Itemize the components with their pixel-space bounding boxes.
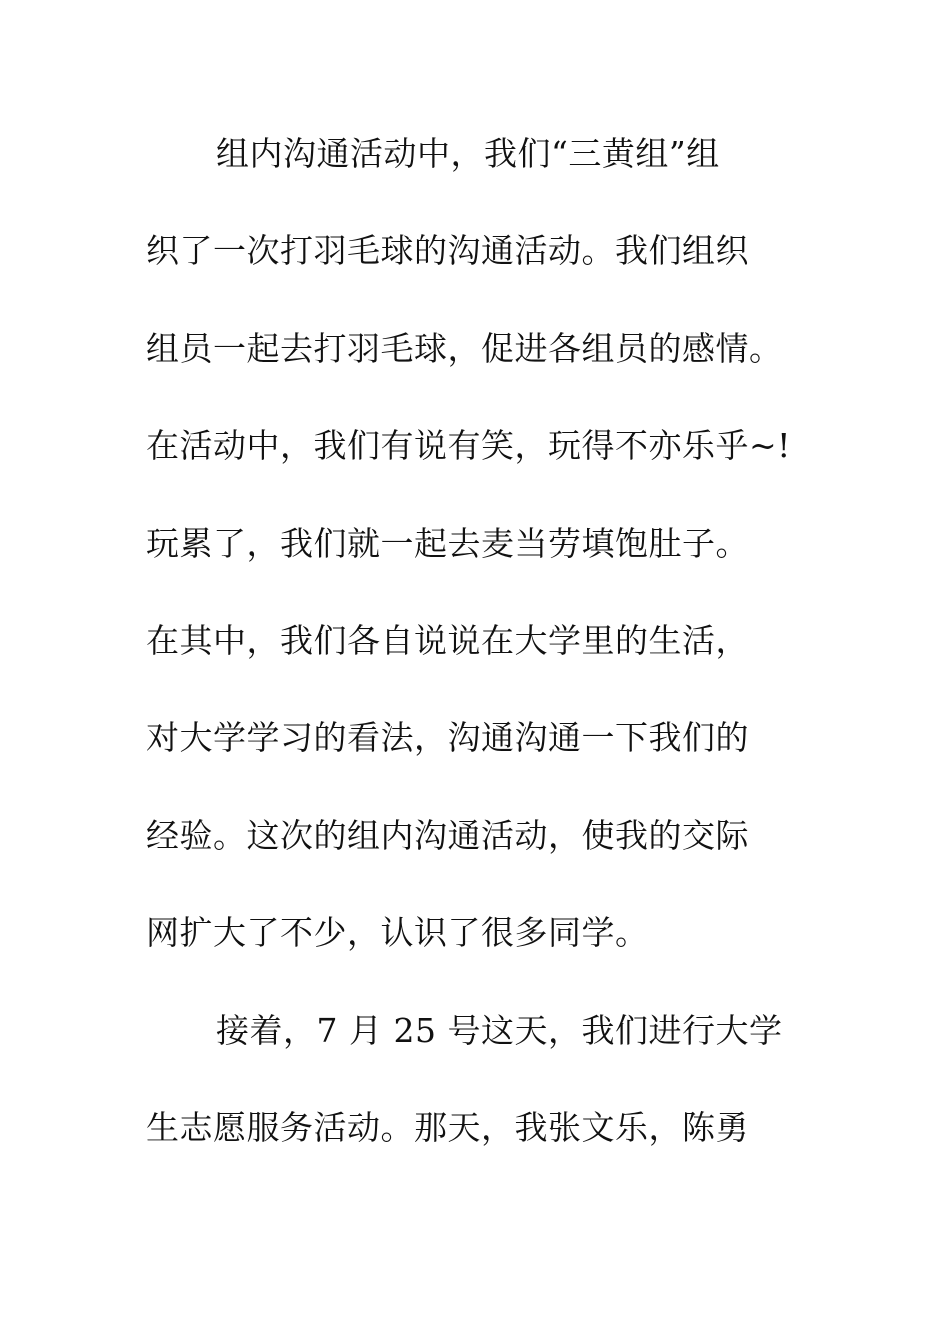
document-body — [146, 125, 846, 1196]
paragraph-line: 在活动中，我们有说有笑，玩得不亦乐乎~! — [146, 426, 791, 466]
paragraph-line: 网扩大了不少，认识了很多同学。 — [146, 913, 649, 953]
paragraph-line: 对大学学习的看法，沟通沟通一下我们的 — [146, 718, 749, 758]
paragraph-line: 玩累了，我们就一起去麦当劳填饱肚子。 — [146, 523, 749, 563]
paragraph-line: 组内沟通活动中，我们“三黄组”组 — [216, 134, 720, 173]
paragraph-line: 在其中，我们各自说说在大学里的生活， — [146, 620, 749, 660]
paragraph-line: 生志愿服务活动。那天，我张文乐，陈勇 — [146, 1107, 749, 1147]
paragraph-line: 经验。这次的组内沟通活动，使我的交际 — [146, 815, 749, 855]
paragraph-line: 组员一起去打羽毛球，促进各组员的感情。 — [146, 328, 783, 368]
paragraph-line: 织了一次打羽毛球的沟通活动。我们组织 — [146, 231, 749, 271]
paragraph-line: 接着，7 月 25 号这天，我们进行大学 — [216, 1010, 783, 1050]
